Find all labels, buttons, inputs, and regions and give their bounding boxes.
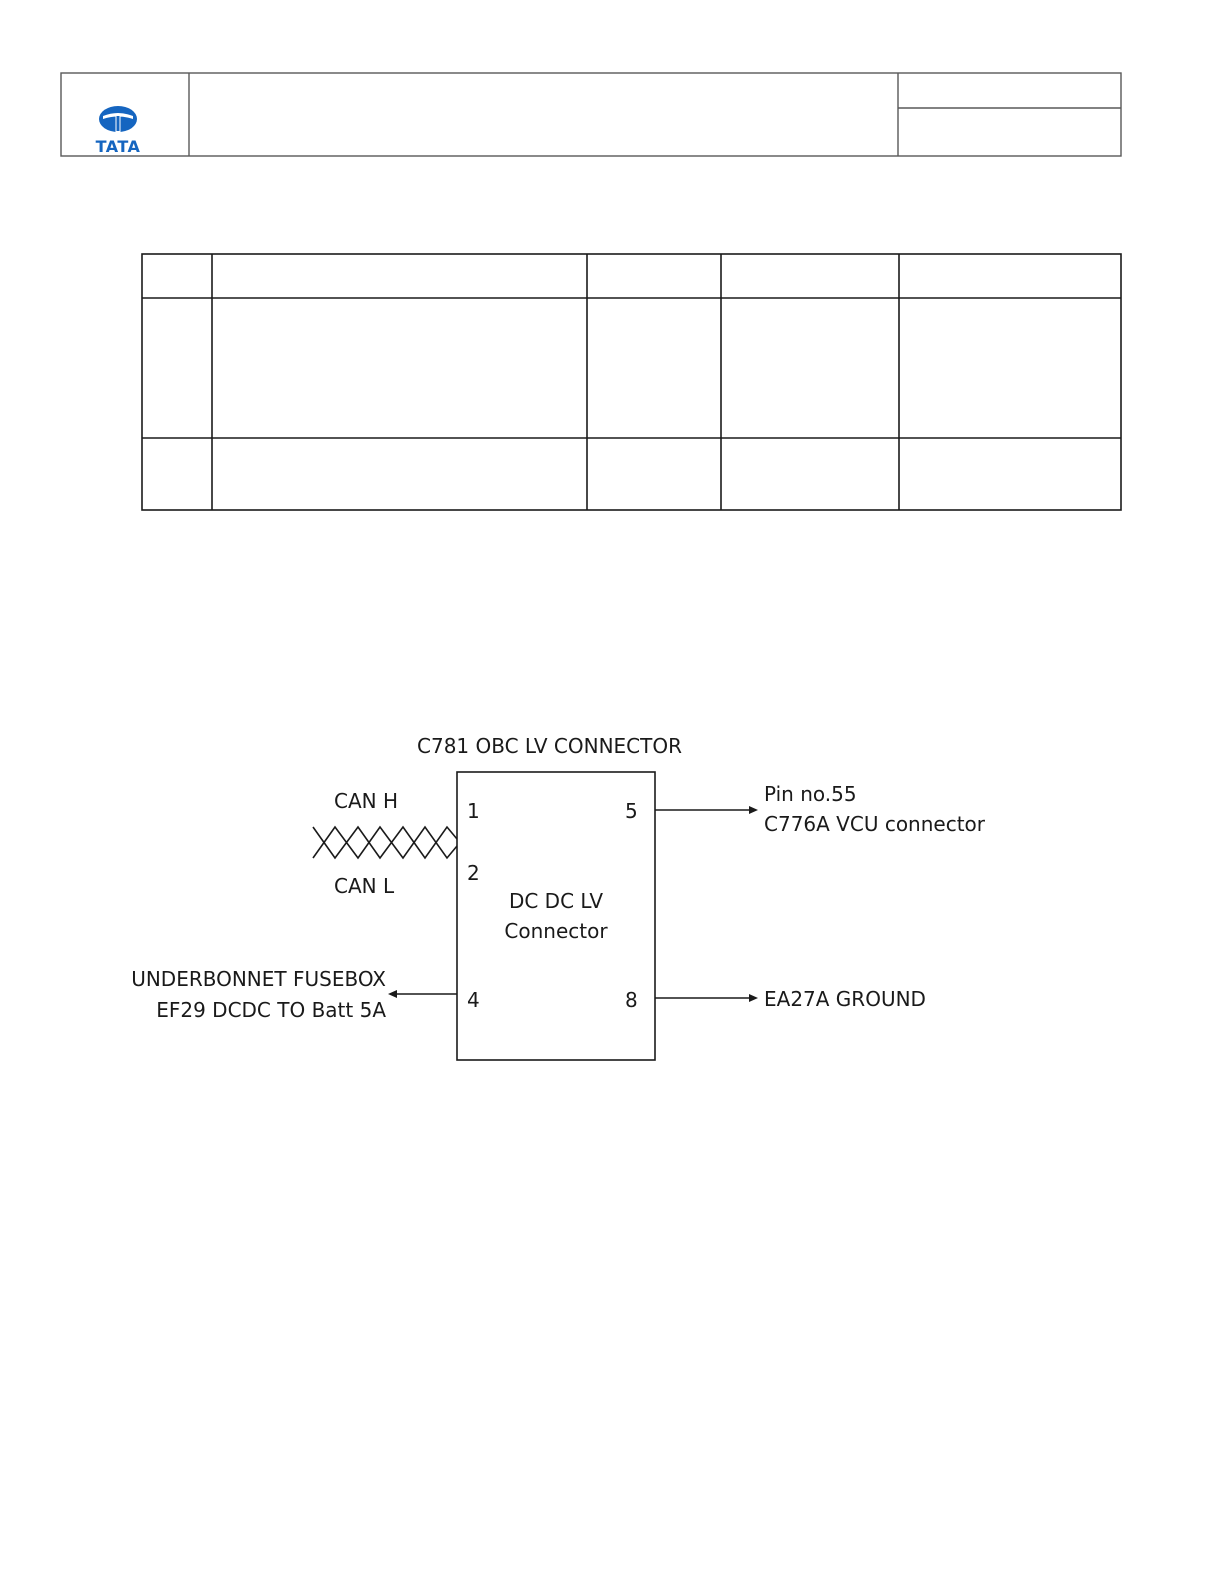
pin-4-arrow — [388, 990, 457, 998]
info-table-frame — [142, 254, 1121, 510]
title-block — [61, 73, 1121, 156]
pin-8-label: 8 — [625, 988, 638, 1012]
pin-1-label: 1 — [467, 799, 480, 823]
pin-8-arrow — [655, 994, 758, 1002]
can-twisted-pair — [313, 827, 457, 858]
can-h-label: CAN H — [334, 789, 399, 813]
pin-4-label: 4 — [467, 988, 480, 1012]
info-table — [142, 254, 1121, 510]
pin-5-target-line1: Pin no.55 — [764, 782, 857, 806]
pin-2-label: 2 — [467, 861, 480, 885]
pin-4-target-line1: UNDERBONNET FUSEBOX — [131, 967, 386, 991]
title-block-frame — [61, 73, 1121, 156]
pin-4-target-line2: EF29 DCDC TO Batt 5A — [156, 998, 386, 1022]
can-l-label: CAN L — [334, 874, 395, 898]
tata-logo-text: TATA — [95, 137, 141, 156]
pin-8-target: EA27A GROUND — [764, 987, 926, 1011]
pin-5-arrow — [655, 806, 758, 814]
connector-diagram — [131, 734, 986, 1060]
pin-5-target-line2: C776A VCU connector — [764, 812, 986, 836]
connector-box-label-line1: DC DC LV — [508, 889, 604, 913]
pin-5-label: 5 — [625, 799, 638, 823]
tata-logo — [96, 106, 141, 156]
connector-box-label-line2: Connector — [504, 919, 608, 943]
connector-title: C781 OBC LV CONNECTOR — [417, 734, 682, 758]
